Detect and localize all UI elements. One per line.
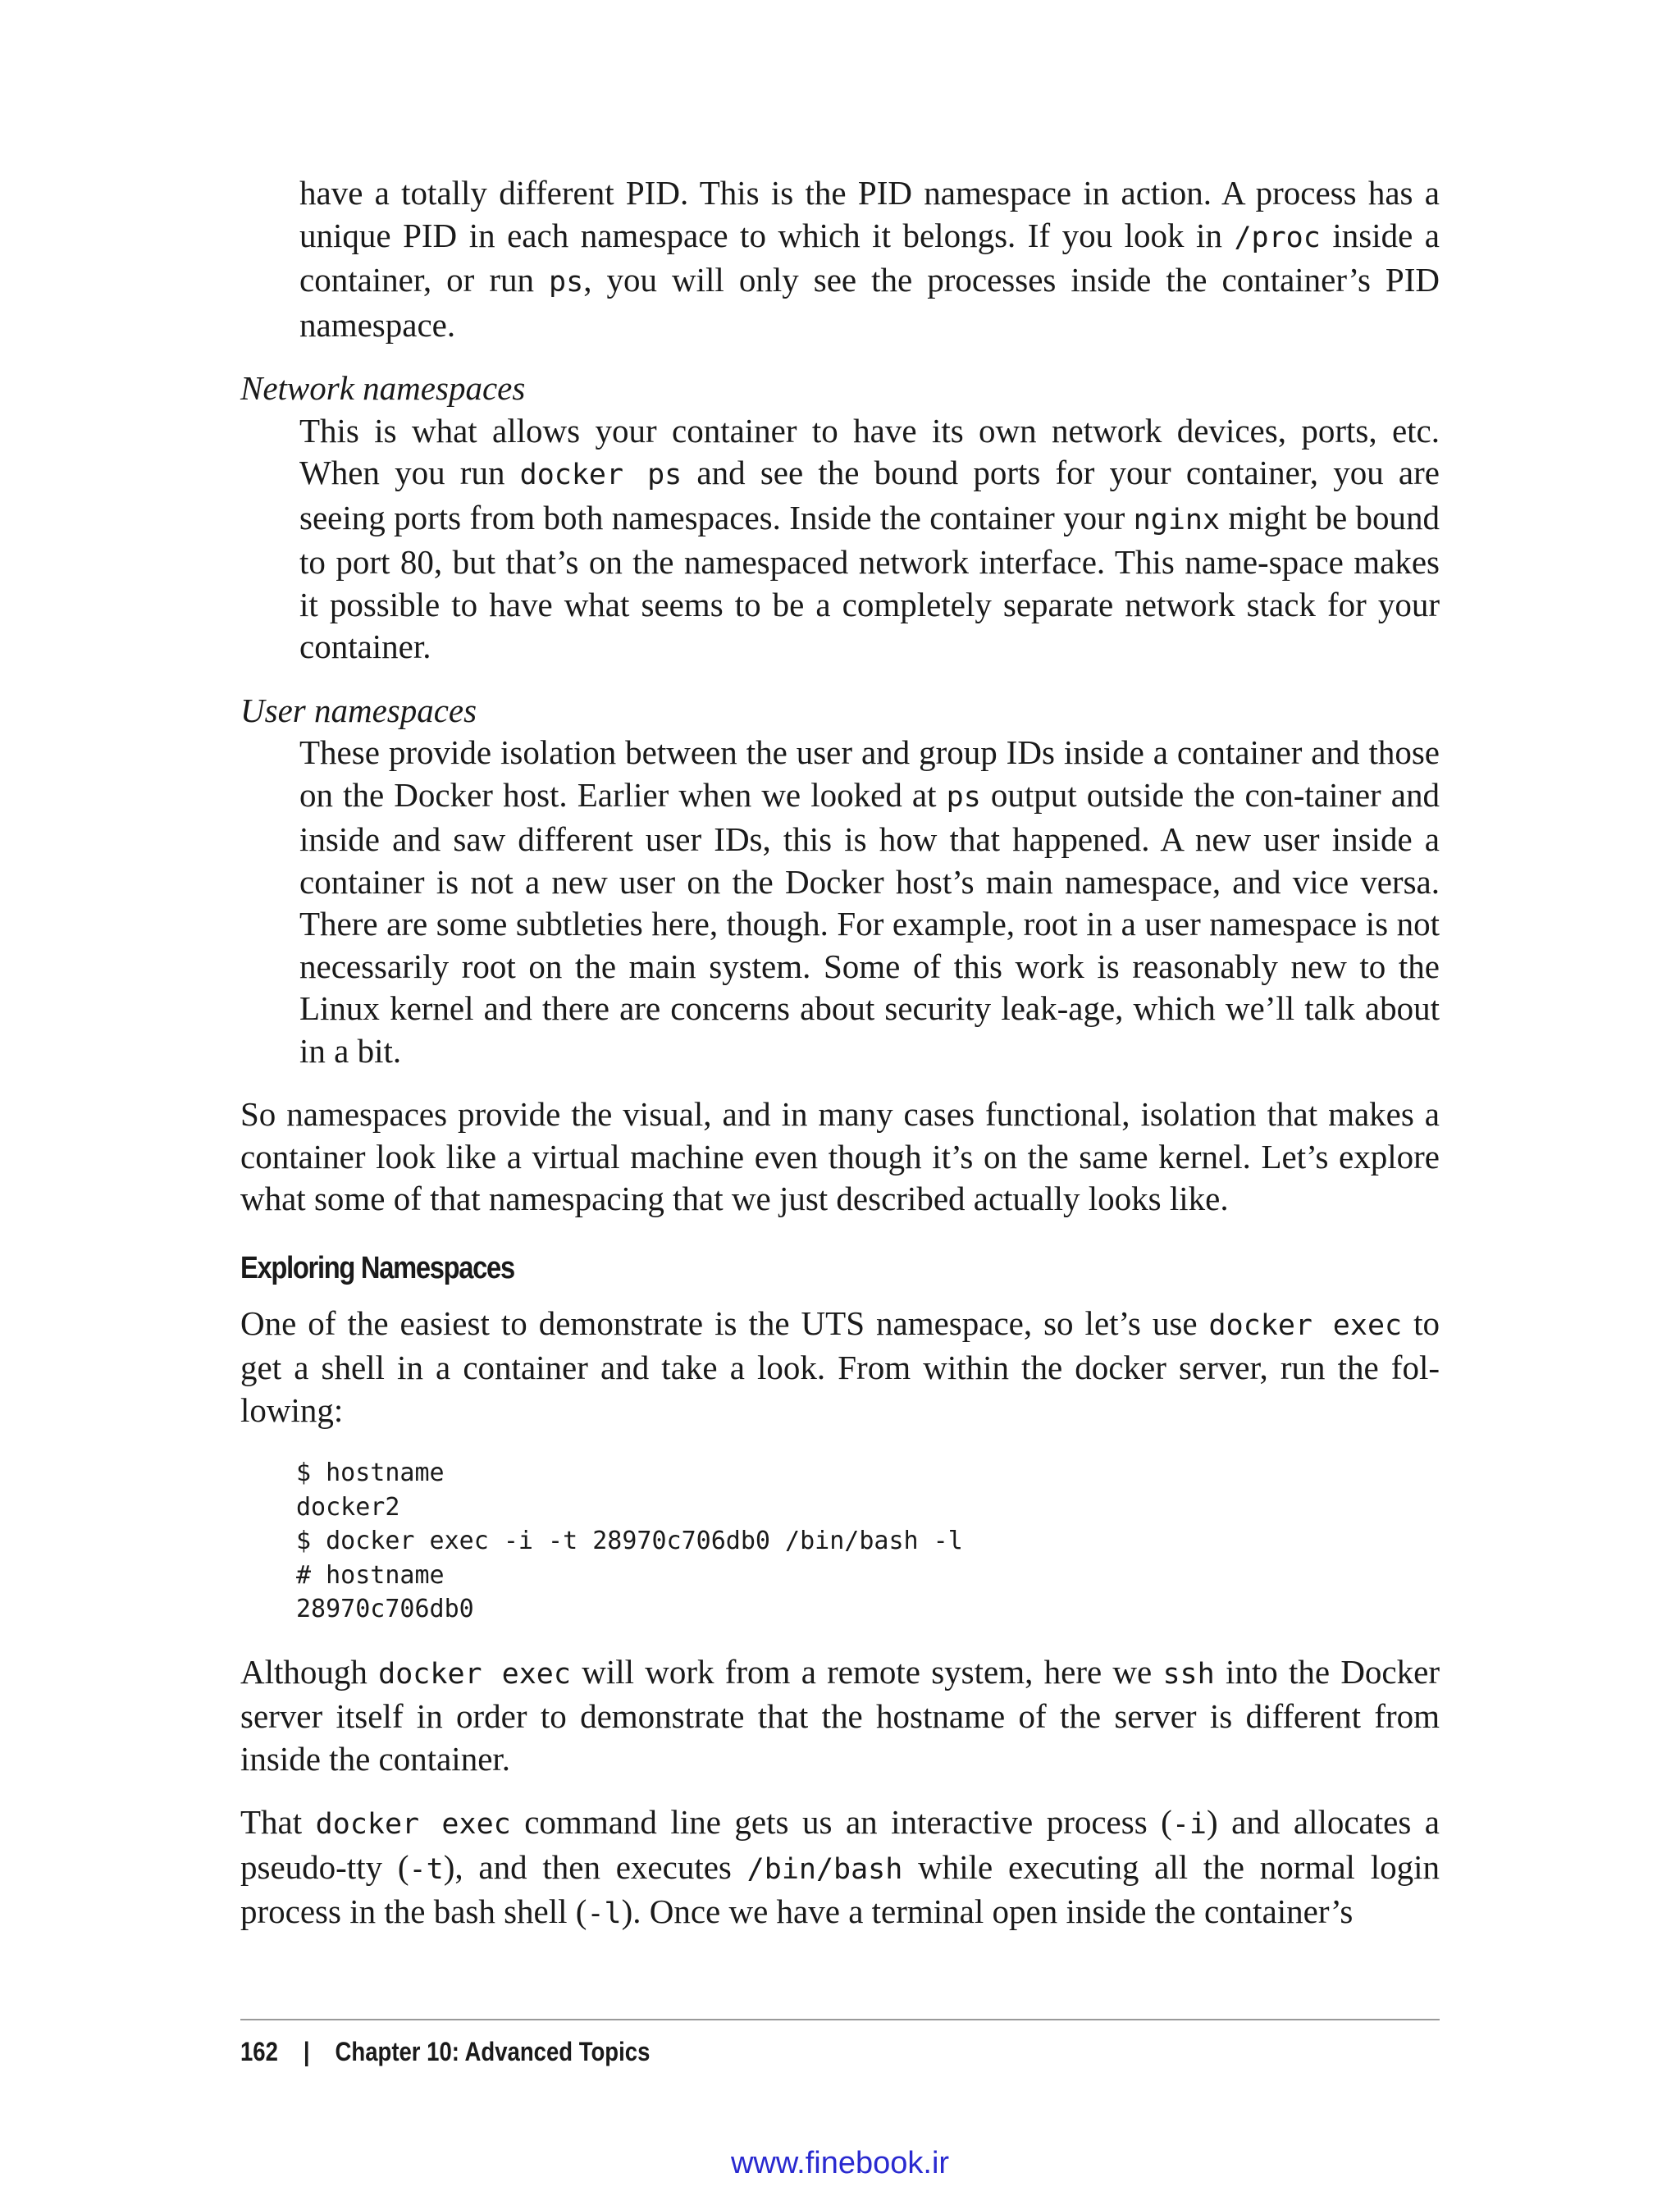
inline-code: -i [1171,1808,1207,1841]
text-run: have a totally different PID. This is the PID namespace in action. A process has a unique PID in each namespace to which it belongs. If you look in [299,174,1440,254]
inline-code: ssh [1162,1657,1215,1691]
text-run: That [240,1803,316,1841]
inline-code: /bin/bash [746,1852,903,1886]
pid-namespace-definition-continued [240,172,1440,346]
that-paragraph [240,1801,1440,1936]
user-namespaces-definition [240,732,1440,1072]
watermark-link[interactable]: www.finebook.ir [730,2146,950,2180]
text-run: ) and allocates a pseudo-tty ( [240,1803,1440,1886]
inline-code: -l [587,1897,622,1930]
text-run: inside a container, or run [299,216,1440,299]
text-run: ). Once we have a terminal open inside the container’s [621,1892,1354,1930]
text-run: One of the easiest to demonstrate is the UTS namespace, so let’s use [240,1303,1209,1342]
section-heading: Exploring Namespaces [240,1250,514,1285]
inline-code: ps [946,780,981,814]
intro-paragraph [240,1303,1440,1432]
text-run: These provide isolation between the user and group IDs inside a container and those on the Docker host. Earlier when we looked at [299,733,1440,814]
footer-text [240,2035,1271,2068]
text-run: ), and then executes [443,1847,747,1886]
chapter-title: Chapter 10: Advanced Topics [335,2037,651,2066]
code-block: $ hostname docker2 $ docker exec -i -t 28970c706db0 /bin/bash -l # hostname 28970c706db0 [296,1459,963,1623]
inline-code: docker exec [315,1808,511,1841]
inline-code: ps [549,266,584,299]
text-run: while executing all the normal login process in the bash shell ( [240,1847,1440,1930]
footer-divider [240,2019,1440,2020]
inline-code: /proc [1234,221,1321,254]
text-run: into the Docker server itself in order to demonstrate that the hostname of the server is different from inside the container. [240,1652,1440,1778]
footer-separator: | [303,2037,310,2066]
text-run: will work from a remote system, here we [570,1652,1163,1691]
inline-code: docker ps [519,459,682,491]
text-run: This is what allows your container to have its own network devices, ports, etc. When you run [299,411,1440,491]
text-run: to get a shell in a container and take a look. From within the docker server, run the fol-lowing: [240,1303,1440,1429]
page-content [240,172,1440,1936]
text-run: might be bound to port 80, but that’s on the namespaced network interface. This name-space makes it possible to have what seems to be a completely separate network stack for your container. [299,498,1440,665]
text-run: and see the bound ports for your container, you are seeing ports from both namespaces. Inside the container your [299,454,1440,536]
network-namespaces-term: Network namespaces [240,369,526,407]
text-run: Although [240,1652,379,1691]
page-footer [240,2019,1440,2068]
text-run: command line gets us an interactive process ( [510,1803,1172,1841]
inline-code: docker exec [1208,1308,1403,1342]
text-run: , you will only see the processes inside the container’s PID namespace. [299,261,1440,344]
although-paragraph [240,1651,1440,1781]
inline-code: docker exec [378,1657,571,1691]
text-run: output outside the con-tainer and inside and saw different user IDs, this is how that happened. A new user inside a container is not a new user on the Docker host’s main namespace, and vice versa. There are some subtleties here, though. For example, root in a user namespace is not necessarily root on the main system. Some of this work is reasonably new to the Linux kernel and there are concerns about security leak-age, which we’ll talk about in a bit. [299,775,1440,1070]
network-namespaces-definition [240,410,1440,669]
page-number: 162 [240,2037,278,2066]
inline-code: -t [409,1852,444,1886]
user-namespaces-term: User namespaces [240,691,477,729]
inline-code: nginx [1133,503,1221,536]
summary-paragraph: So namespaces provide the visual, and in many cases functional, isolation that makes a container look like a virtual machine even though it’s on the same kernel. Let’s explore what some of that namespacing that we just described actually looks like. [240,1095,1440,1217]
